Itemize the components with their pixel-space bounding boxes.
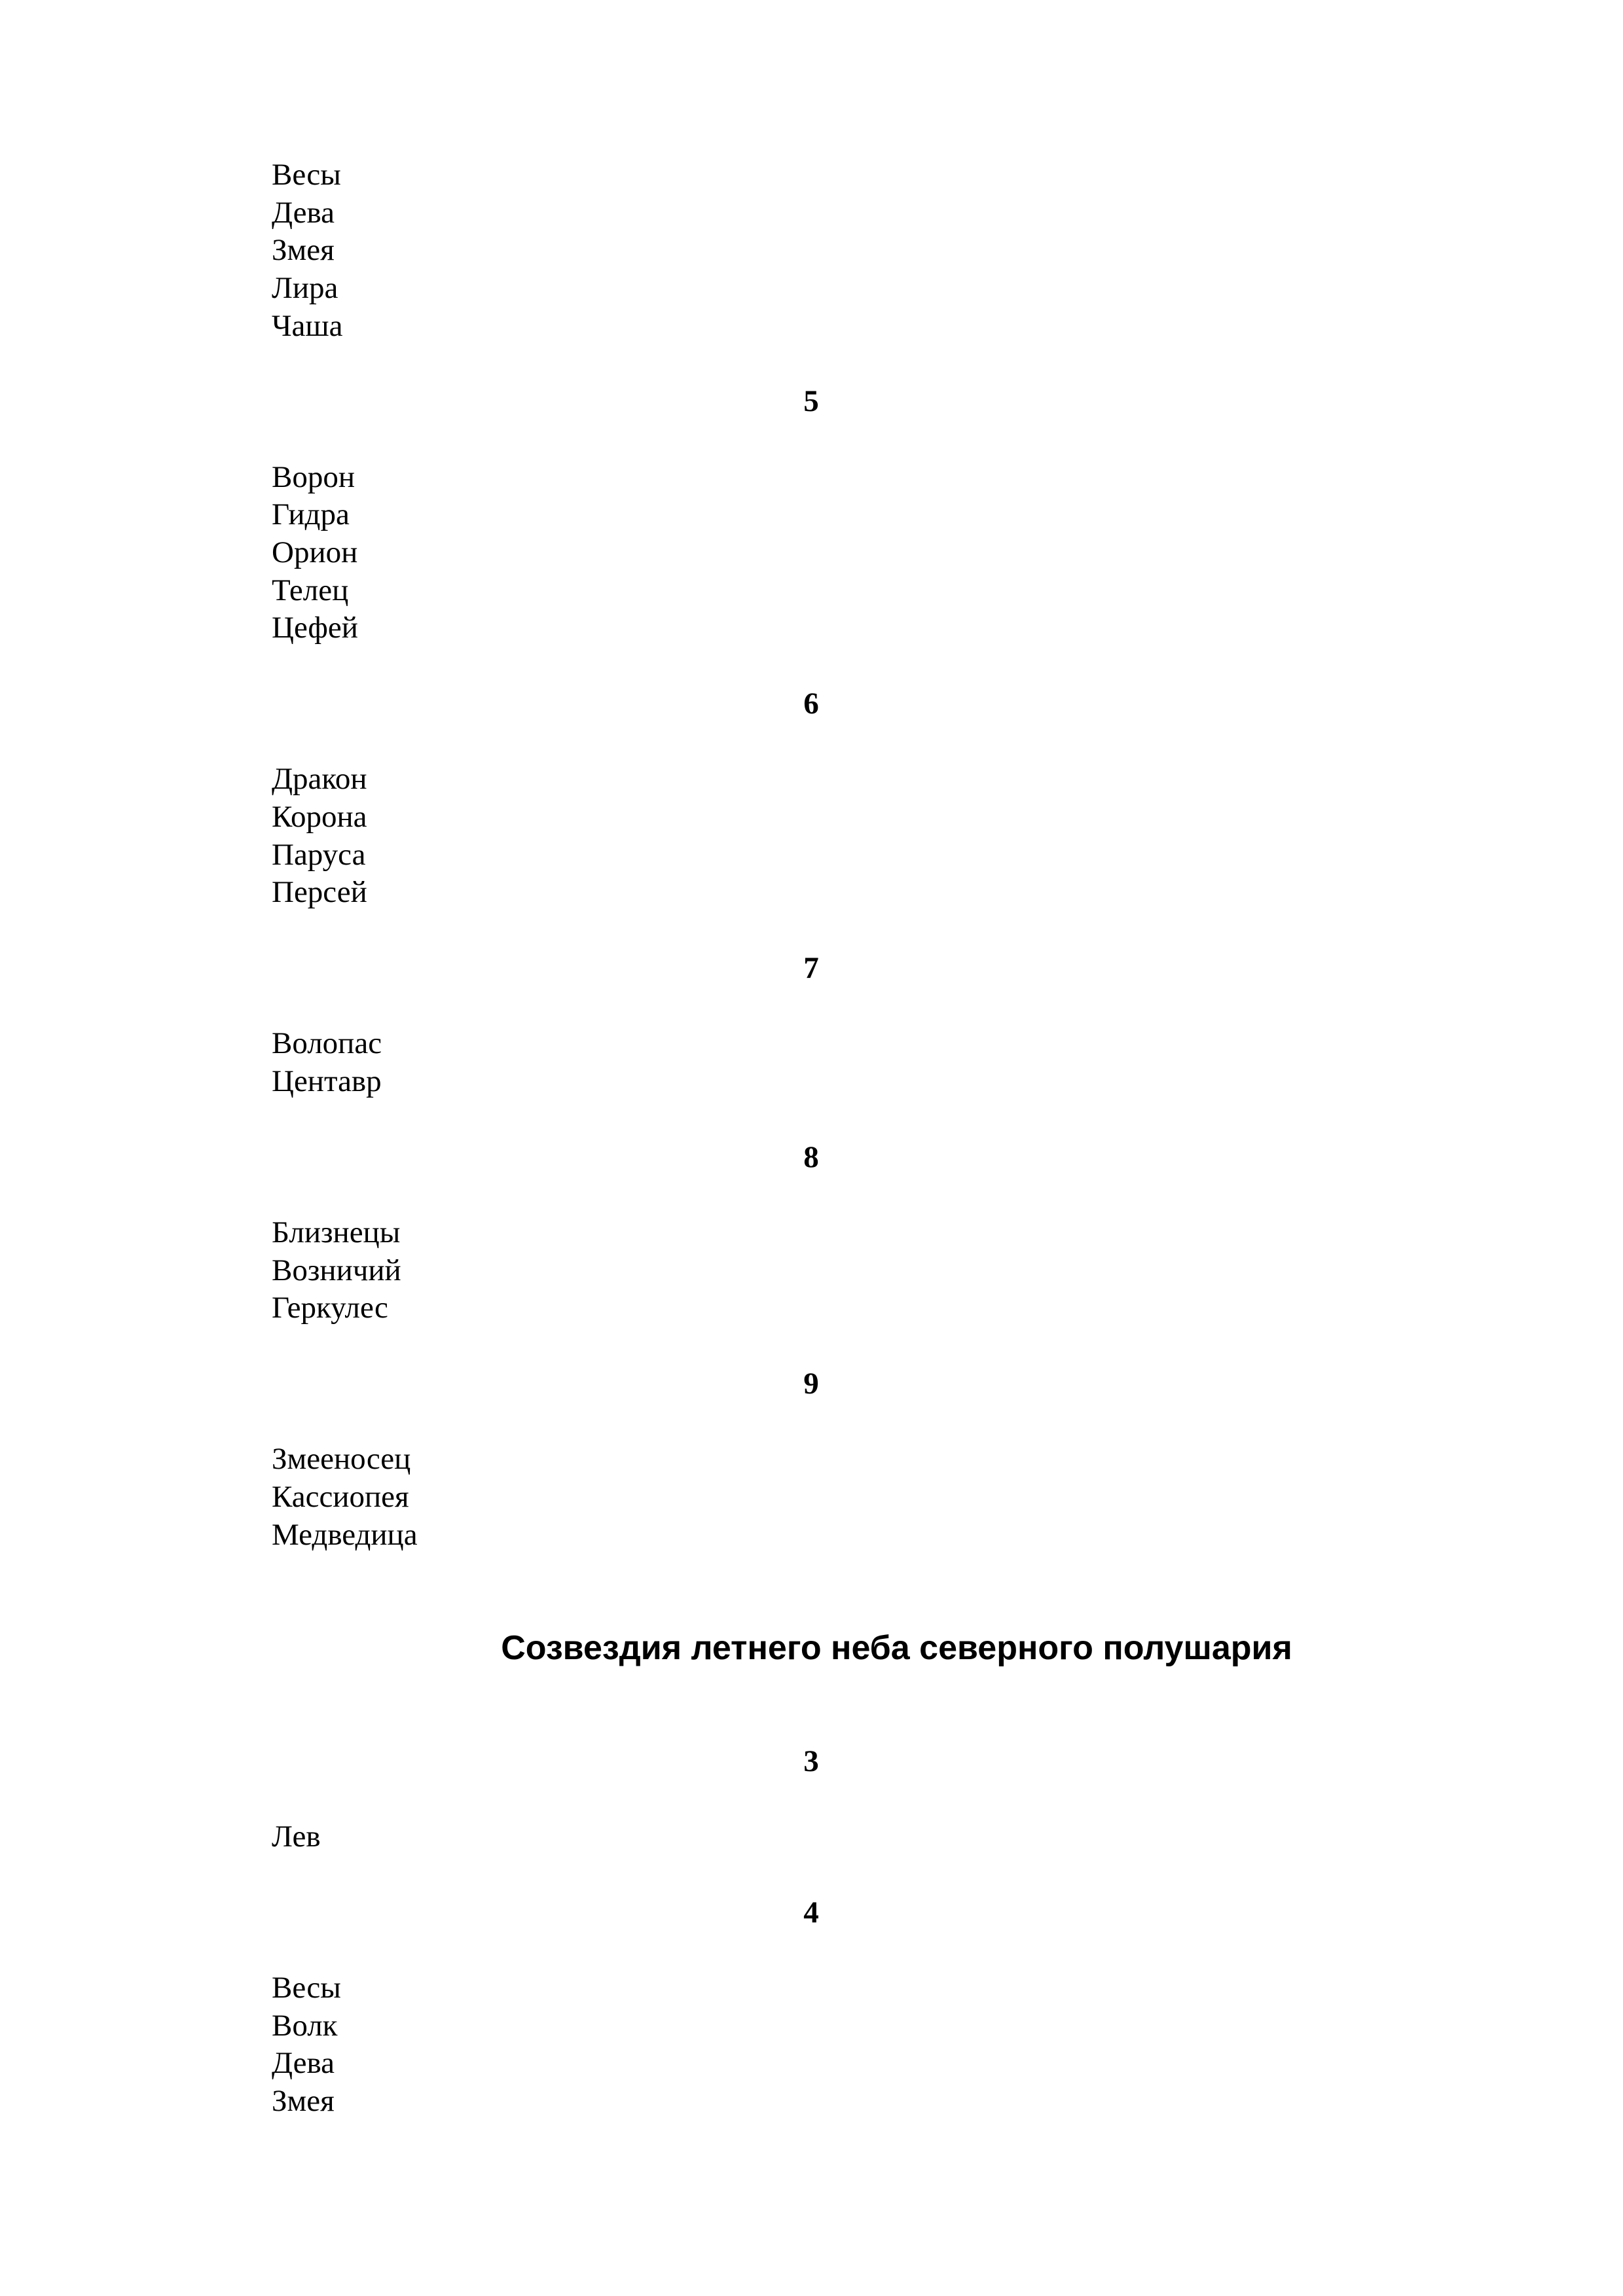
list-item: Дева: [272, 196, 335, 230]
list-item: Орион: [272, 535, 358, 569]
group-number: 5: [803, 384, 819, 418]
list-item: Геркулес: [272, 1291, 388, 1325]
list-item: Дракон: [272, 762, 367, 796]
group-number: 3: [803, 1744, 819, 1778]
group-number: 4: [803, 1895, 819, 1929]
group-number: 8: [803, 1140, 819, 1174]
list-item: Паруса: [272, 838, 366, 872]
list-item: Волопас: [272, 1026, 382, 1060]
list-item: Дева: [272, 2046, 335, 2080]
list-item: Близнецы: [272, 1215, 401, 1249]
list-item: Волк: [272, 2009, 338, 2043]
list-item: Чаша: [272, 309, 343, 343]
list-item: Персей: [272, 875, 367, 909]
list-item: Лев: [272, 1820, 321, 1854]
list-item: Цефей: [272, 611, 358, 645]
list-item: Змея: [272, 233, 335, 267]
group-number: 9: [803, 1367, 819, 1401]
list-item: Телец: [272, 573, 349, 607]
list-item: Змея: [272, 2084, 335, 2118]
list-item: Весы: [272, 158, 341, 192]
group-number: 6: [803, 687, 819, 721]
section-heading: Созвездия летнего неба северного полушария: [501, 1629, 1292, 1667]
list-item: Кассиопея: [272, 1480, 409, 1514]
list-item: Возничий: [272, 1253, 401, 1287]
list-item: Змееносец: [272, 1442, 411, 1476]
list-item: Ворон: [272, 460, 356, 494]
list-item: Весы: [272, 1971, 341, 2005]
list-item: Лира: [272, 271, 338, 305]
list-item: Медведица: [272, 1518, 418, 1552]
group-number: 7: [803, 951, 819, 985]
list-item: Гидра: [272, 497, 350, 531]
list-item: Корона: [272, 800, 367, 834]
list-item: Центавр: [272, 1064, 382, 1098]
